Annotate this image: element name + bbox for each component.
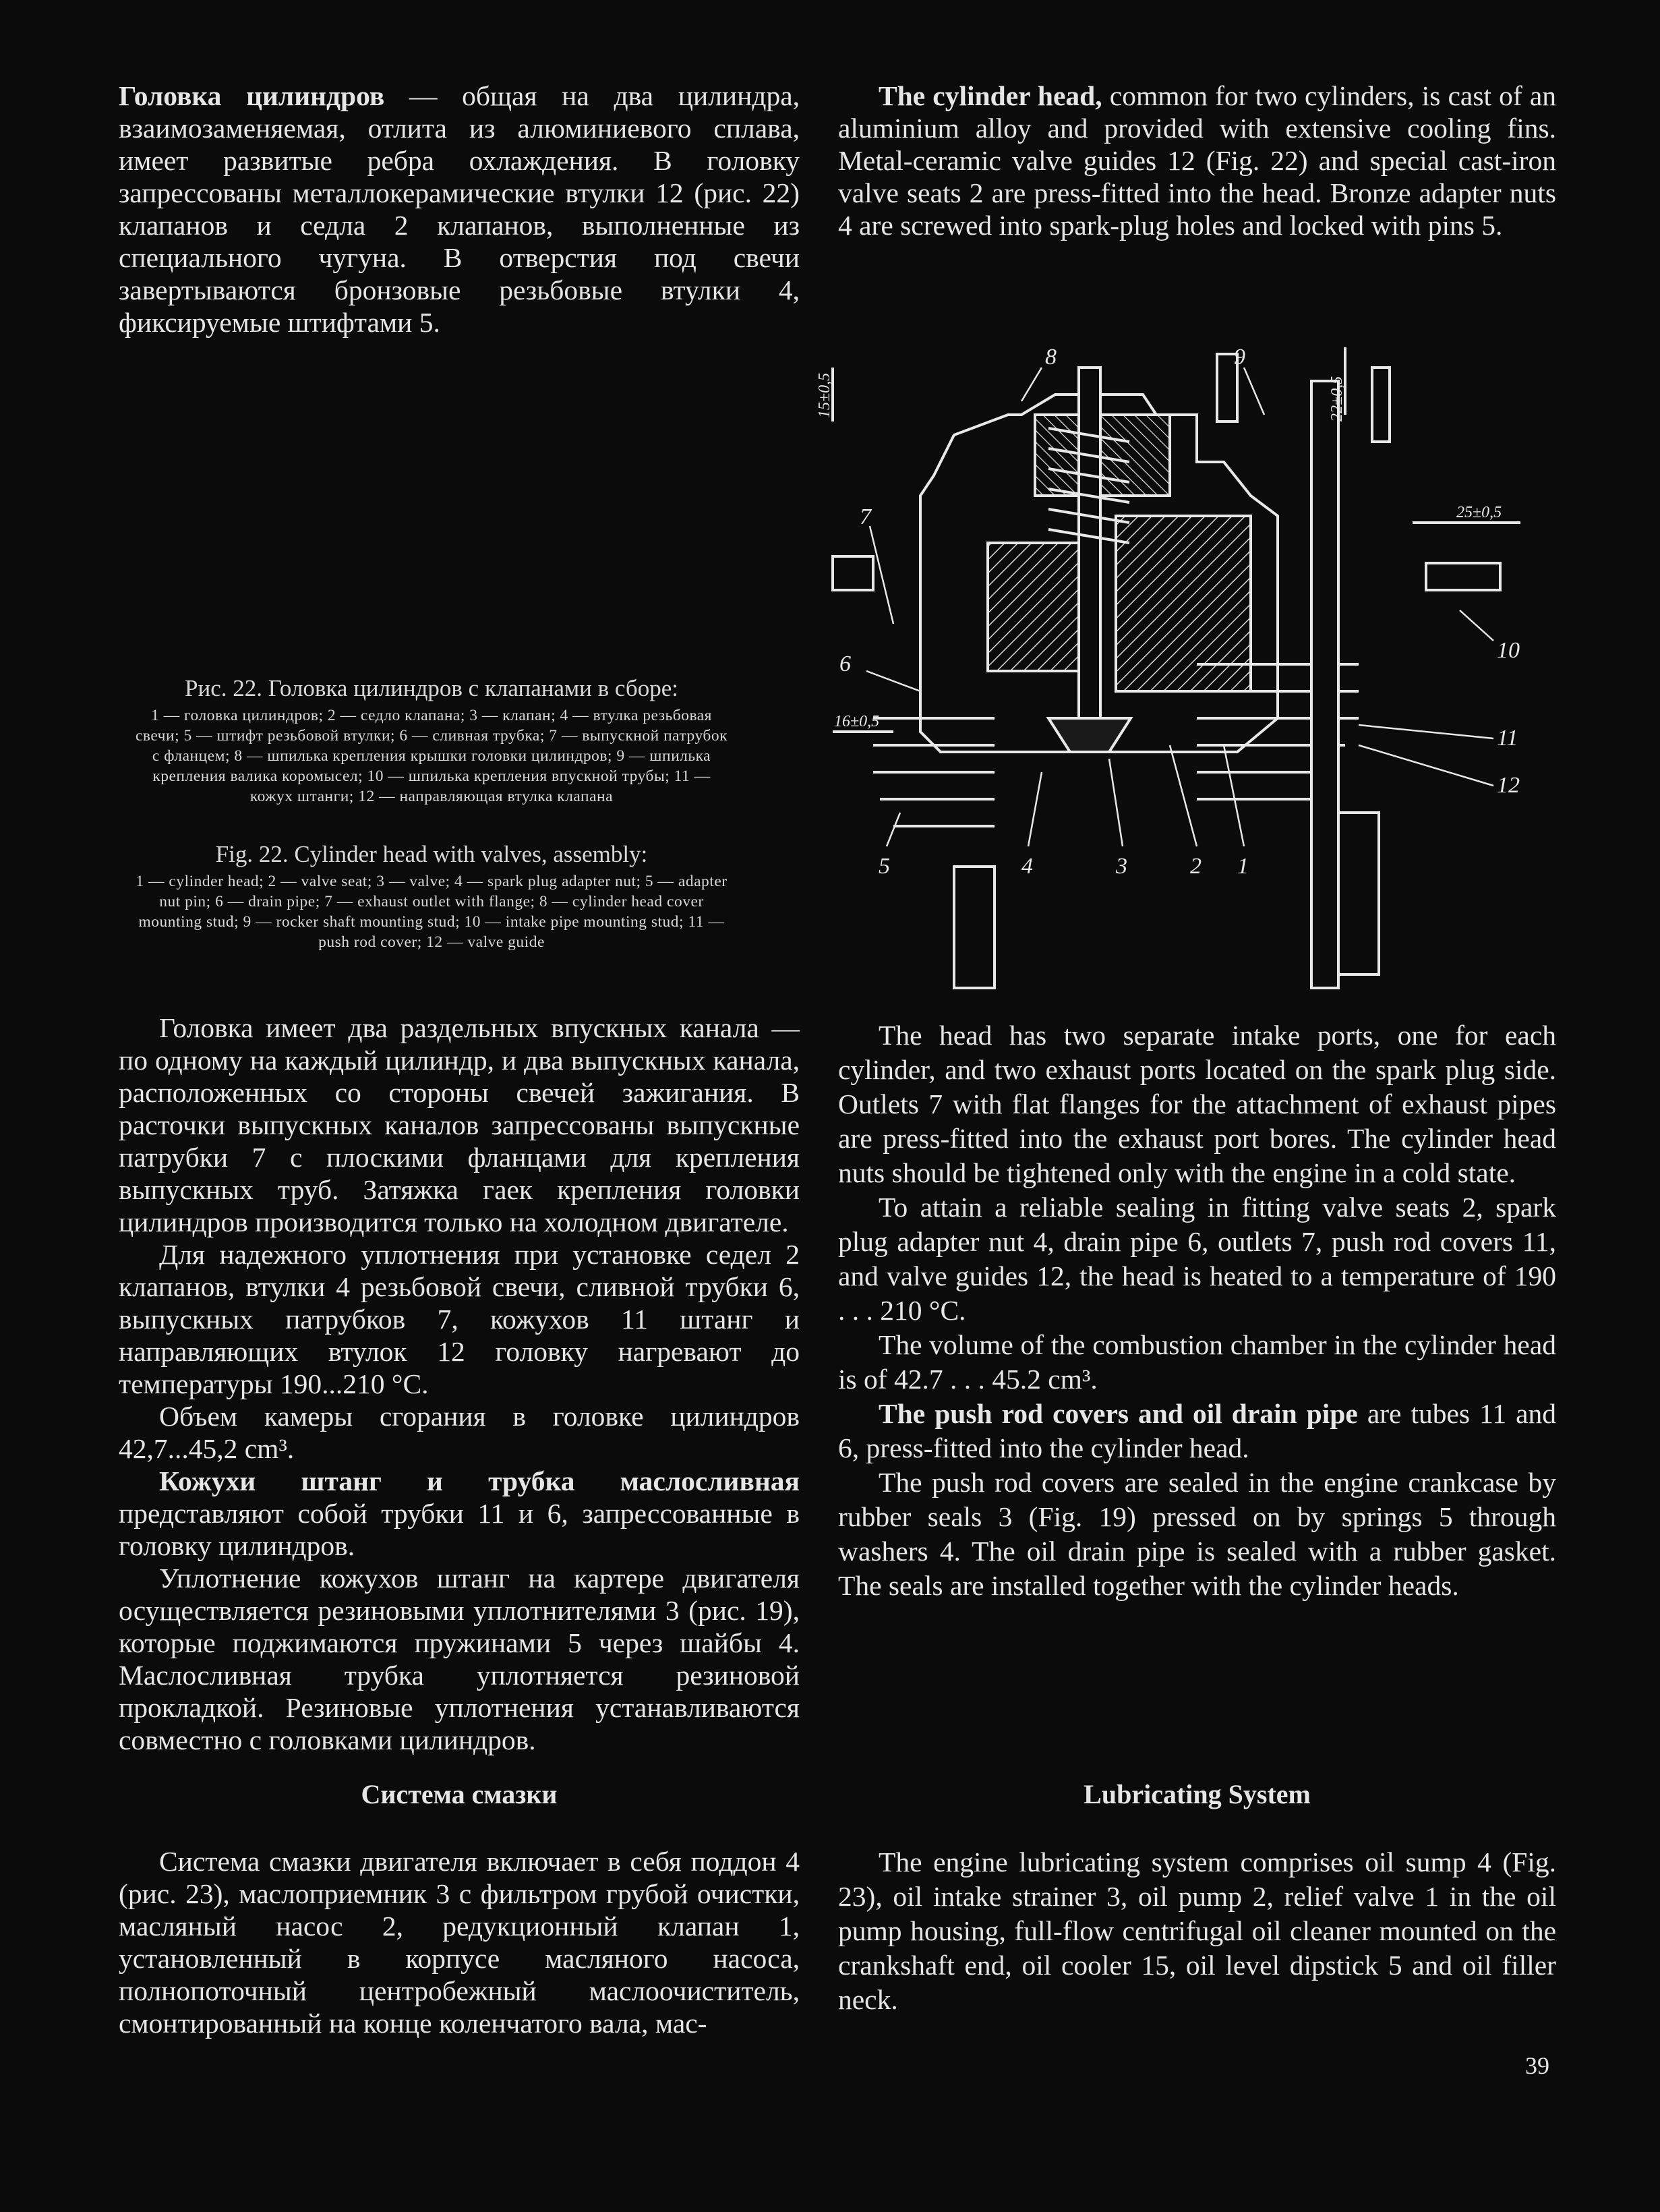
dim-label-16: 16±0,5	[834, 713, 880, 730]
russian-body-block	[119, 1012, 800, 1756]
ru-paragraph-sealing: Для надежного уплотнения при установке седел 2 клапанов, втулки 4 резьбовой свечи, сливной трубки 6, выпускных патрубков 7, кожухов 11 штанг и направляющих втулок 12 головку нагревают до температуры 190...210 °С.	[119, 1239, 800, 1399]
ru-text-cylinder-head: — общая на два цилиндра, взаимозаменяемая, отлита из алюминиевого сплава, имеет развитые ребра охлаждения. В головку запрессованы металлокерамические втулки 12 (рис. 22) клапанов и седла 2 клапанов, выполненные из специального чугуна. В отверстия под свечи завертываются бронзовые резьбовые втулки 4, фиксируемые штифтами 5.	[119, 80, 800, 338]
en-text-cylinder-head: common for two cylinders, is cast of an aluminium alloy and provided with extensive cooling fins. Metal-ceramic valve guides 12 (Fig. 22) and special cast-iron valve seats 2 are press-fitted into the head. Bronze adapter nuts 4 are screwed into spark-plug holes and locked with pins 5.	[838, 80, 1557, 241]
english-body-block	[838, 1018, 1556, 1603]
en-paragraph-sealing: To attain a reliable sealing in fitting valve seats 2, spark plug adapter nut 4, drain pipe 6, outlets 7, push rod covers 11, and valve guides 12, the head is heated to a temperature of 190 . . . 210 °С.	[838, 1192, 1556, 1326]
fig-label-4: 4	[1021, 854, 1033, 879]
figure-caption-english	[135, 840, 728, 952]
fig-label-3: 3	[1116, 854, 1127, 879]
en-lead-pushrod: The push rod covers and oil drain pipe	[879, 1398, 1358, 1429]
fig-label-12: 12	[1497, 773, 1520, 798]
fig-label-9: 9	[1234, 345, 1245, 370]
caption-en-title: Fig. 22. Cylinder head with valves, assembly:	[215, 841, 648, 867]
fig-label-8: 8	[1045, 345, 1057, 370]
ru-paragraph-seals: Уплотнение кожухов штанг на картере двигателя осуществляется резиновыми уплотнителями 3 (рис. 19), которые поджимаются пружинами 5 через шайбы 4. Маслосливная трубка уплотняется резиновой прокладкой. Резиновые уплотнения устанавливаются совместно с головками цилиндров.	[119, 1563, 800, 1755]
drain-pipe	[954, 867, 995, 988]
push-rod-cover	[1311, 381, 1338, 988]
stud-top-far-right	[1372, 368, 1390, 442]
ru-lead-cylinder-head: Головка цилиндров	[119, 80, 385, 111]
figure-caption-russian	[135, 674, 728, 807]
fig-label-10: 10	[1497, 638, 1520, 663]
caption-ru-title: Рис. 22. Головка цилиндров с клапанами в сборе:	[185, 675, 678, 701]
en-lead-cylinder-head: The cylinder head,	[879, 80, 1102, 111]
fig-label-11: 11	[1497, 726, 1518, 751]
push-rod-tube	[1338, 813, 1379, 974]
fig-label-1: 1	[1237, 854, 1249, 879]
en-paragraph-volume: The volume of the combustion chamber in the cylinder head is of 42.7 . . . 45.2 cm³.	[838, 1329, 1556, 1395]
hatched-section-top	[1035, 415, 1170, 496]
russian-intro-block	[119, 80, 800, 339]
valve-head	[1048, 718, 1131, 752]
fig-label-7: 7	[860, 504, 871, 529]
valve-stem	[1079, 368, 1100, 718]
ru-lead-pushrod: Кожухи штанг и трубка маслосливная	[159, 1465, 800, 1496]
fig-label-6: 6	[839, 651, 851, 676]
ru-paragraph-volume: Объем камеры сгорания в головке цилиндров 42,7...45,2 cm³.	[119, 1401, 800, 1464]
english-intro-block	[838, 80, 1556, 241]
dim-label-15: 15±0,5	[816, 372, 833, 418]
fig-label-2: 2	[1190, 854, 1202, 879]
ru-heading-lubrication: Система смазки	[361, 1779, 558, 1809]
ru-paragraph-pushrod	[119, 1465, 800, 1562]
en-paragraph-pushrod	[838, 1397, 1556, 1465]
exhaust-flange	[833, 556, 873, 590]
cylinder-head-drawing	[816, 341, 1534, 988]
ru-paragraph-ports: Головка имеет два раздельных впускных канала — по одному на каждый цилиндр, и два выпускных канала, расположенных со стороны свечей зажигания. В расточки выпускных каналов запрессованы выпускные патрубки 7 с плоскими фланцами для крепления выпускных труб. Затяжка гаек крепления головки цилиндров производится только на холодном двигателе.	[119, 1012, 800, 1238]
ru-paragraph-cylinder-head	[119, 80, 800, 339]
caption-ru-legend: 1 — головка цилиндров; 2 — седло клапана; 3 — клапан; 4 — втулка резьбовая свечи; 5 — штифт резьбовой втулки; 6 — сливная трубка; 7 — выпускной патрубок с фланцем; 8 — шпилька крепления крышки головки цилиндров; 9 — шпилька крепления валика коромысел; 10 — шпилька крепления впускной трубы; 11 — кожух штанги; 12 — направляющая втулка клапана	[135, 707, 728, 805]
intake-stud-right	[1426, 563, 1500, 590]
page-number: 39	[1525, 2052, 1549, 2079]
fig-label-5: 5	[879, 854, 890, 879]
en-paragraph-ports: The head has two separate intake ports, one for each cylinder, and two exhaust ports located on the spark plug side. Outlets 7 with flat flanges for the attachment of exhaust pipes are press-fitted into the exhaust port bores. The cylinder head nuts should be tightened only with the engine in a cold state.	[838, 1020, 1556, 1188]
caption-en-legend: 1 — cylinder head; 2 — valve seat; 3 — valve; 4 — spark plug adapter nut; 5 — adapter nut pin; 6 — drain pipe; 7 — exhaust outlet with flange; 8 — cylinder head cover mounting stud; 9 — rocker shaft mounting stud; 10 — intake pipe mounting stud; 11 — push rod cover; 12 — valve guide	[136, 873, 728, 951]
en-heading-lubrication: Lubricating System	[1084, 1779, 1311, 1809]
dim-label-25: 25±0,5	[1456, 504, 1502, 521]
en-paragraph-seals: The push rod covers are sealed in the engine crankcase by rubber seals 3 (Fig. 19) pressed on by springs 5 through washers 4. The oil drain pipe is sealed with a rubber gasket. The seals are installed together with the cylinder heads.	[838, 1467, 1556, 1601]
dim-label-22: 22±0,5	[1328, 376, 1346, 421]
en-paragraph-cylinder-head	[838, 80, 1556, 241]
ru-paragraph-lubrication: Система смазки двигателя включает в себя поддон 4 (рис. 23), маслоприемник 3 с фильтром грубой очистки, масляный насос 2, редукционный клапан 1, установленный в корпусе масляного насоса, полнопоточный центробежный маслоочиститель, смонтированный на конце коленчатого вала, мас-	[119, 1846, 800, 2039]
english-lubrication-block	[838, 1845, 1556, 2017]
en-paragraph-lubrication: The engine lubricating system comprises oil sump 4 (Fig. 23), oil intake strainer 3, oil pump 2, relief valve 1 in the oil pump housing, full-flow centrifugal oil cleaner mounted on the crankshaft end, oil cooler 15, oil level dipstick 5 and oil filler neck.	[838, 1846, 1556, 2015]
cooling-fins-left	[873, 718, 995, 826]
russian-lubrication-block	[119, 1845, 800, 2039]
ru-text-pushrod: представляют собой трубки 11 и 6, запрессованные в головку цилиндров.	[119, 1498, 800, 1561]
en-text-pushrod: are tubes 11 and 6, press-fitted into the cylinder head.	[838, 1398, 1556, 1463]
